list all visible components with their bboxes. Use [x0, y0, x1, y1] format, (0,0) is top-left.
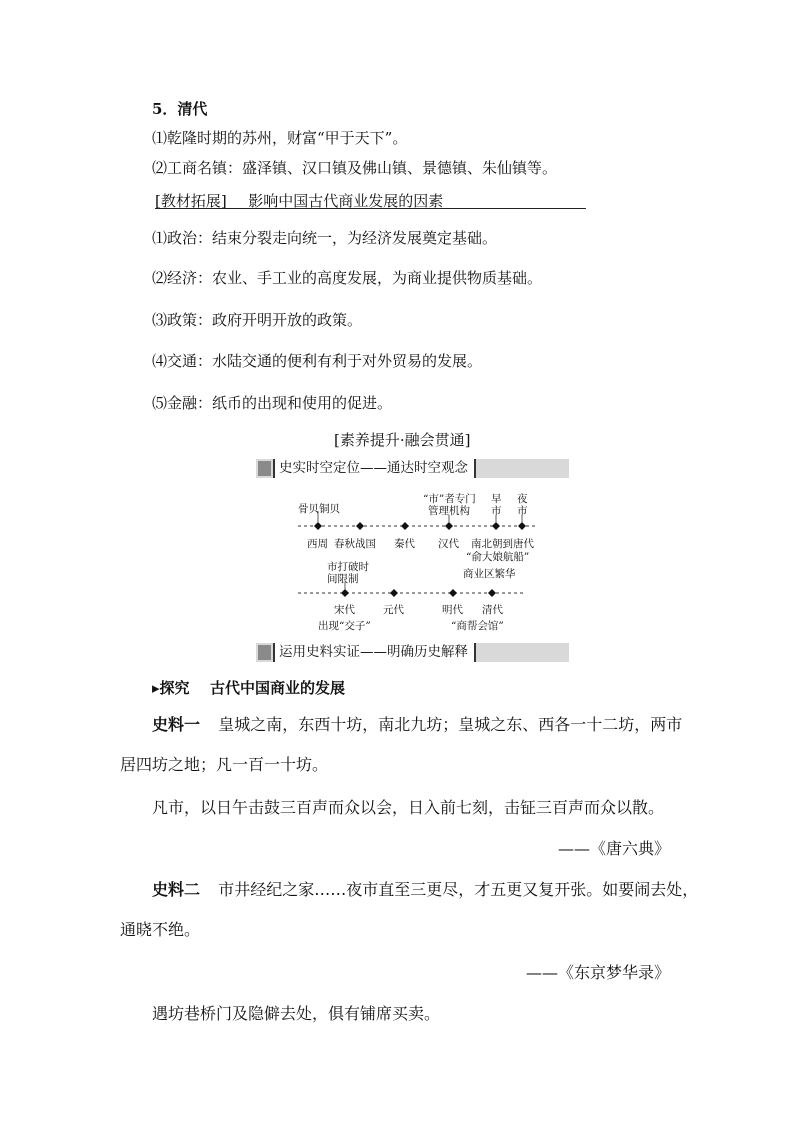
banner-label: 史实时空定位——通达时空观念	[273, 459, 476, 478]
timeline-node	[449, 589, 457, 597]
explore-marker: ▸探究	[152, 679, 190, 697]
timeline-node	[314, 522, 322, 530]
factor-policy: ⑶政策：政府开明开放的政策。	[152, 311, 363, 329]
material2-line1	[152, 877, 698, 900]
timeline-node	[401, 522, 409, 530]
timeline-node	[390, 589, 398, 597]
tl-period: 春秋战国	[334, 538, 376, 550]
factor-politics: ⑴政治：结束分裂走向统一，为经济发展奠定基础。	[152, 229, 498, 247]
qing-item-2: ⑵工商名镇：盛泽镇、汉口镇及佛山镇、景德镇、朱仙镇等。	[152, 159, 558, 177]
material1-line3: 凡市，以日午击鼓三百声而众以会，日入前七刻，击钲三百声而众以散。	[152, 798, 665, 817]
material2-label: 史料二	[152, 880, 201, 899]
tl-period: 秦代	[394, 538, 415, 550]
tl-label: 市打破时	[327, 561, 369, 573]
material1-label: 史料一	[152, 715, 201, 734]
material2-source: ——《东京梦华录》	[526, 963, 671, 982]
timeline-node	[492, 522, 500, 530]
factor-economy: ⑵经济：农业、手工业的高度发展，为商业提供物质基础。	[152, 269, 543, 287]
tl-period: 南北朝到唐代	[471, 538, 534, 550]
material2-text: 市井经纪之家……夜市直至三更尽，才五更又复开张。如要闹去处，	[218, 880, 699, 899]
extension-title: 影响中国古代商业发展的因素	[248, 192, 444, 210]
qing-item-1: ⑴乾隆时期的苏州，财富“甲于天下”。	[152, 129, 408, 147]
banner-marker-icon	[258, 645, 271, 660]
tl-event: 商业区繁华	[463, 568, 516, 580]
timeline-node	[518, 522, 526, 530]
tl-event: “商帮会馆”	[451, 620, 504, 632]
tl-label: 早	[491, 493, 502, 505]
tl-label: 市	[491, 505, 502, 517]
tl-period: 西周	[307, 538, 328, 550]
tl-period: 明代	[442, 604, 463, 616]
evidence-banner	[256, 643, 569, 662]
tl-event: 出现“交子”	[318, 620, 371, 632]
tl-label: 间限制	[327, 573, 359, 585]
material1-source: ——《唐六典》	[558, 839, 671, 858]
timeline-node	[341, 589, 349, 597]
timeline-node	[488, 589, 496, 597]
literacy-heading: [素养提升·融会贯通]	[334, 431, 471, 449]
extension-tag: [教材拓展]	[155, 192, 227, 210]
tl-period: 清代	[482, 604, 503, 616]
material2-line2: 通晓不绝。	[120, 920, 201, 939]
tl-label: 骨贝铜贝	[298, 503, 340, 515]
factor-transport: ⑷交通：水陆交通的便利有利于对外贸易的发展。	[152, 352, 483, 370]
material1-line1	[152, 712, 682, 735]
material1-line2: 居四坊之地；凡一百一十坊。	[120, 755, 329, 774]
tl-period: 元代	[383, 604, 404, 616]
tl-period: 宋代	[334, 604, 355, 616]
banner-label: 运用史料实证——明确历史解释	[273, 643, 476, 662]
material1-text: 皇城之南，东西十坊，南北九坊；皇城之东、西各一十二坊，两市	[218, 715, 683, 734]
tl-period: 汉代	[438, 538, 459, 550]
material2-line3: 遇坊巷桥门及隐僻去处，俱有铺席买卖。	[152, 1004, 441, 1023]
timeline-node	[445, 522, 453, 530]
explore-heading	[152, 677, 345, 698]
factor-finance: ⑸金融：纸币的出现和使用的促进。	[152, 394, 393, 412]
tl-label: 管理机构	[428, 505, 470, 517]
section-heading: 5．清代	[152, 100, 208, 118]
explore-title: 古代中国商业的发展	[210, 679, 346, 697]
tl-label: “市”者专门	[423, 493, 476, 505]
tl-event: “俞大娘航船”	[466, 551, 530, 563]
tl-label: 夜	[517, 493, 528, 505]
tl-label: 市	[517, 505, 528, 517]
timeline-node	[356, 522, 364, 530]
